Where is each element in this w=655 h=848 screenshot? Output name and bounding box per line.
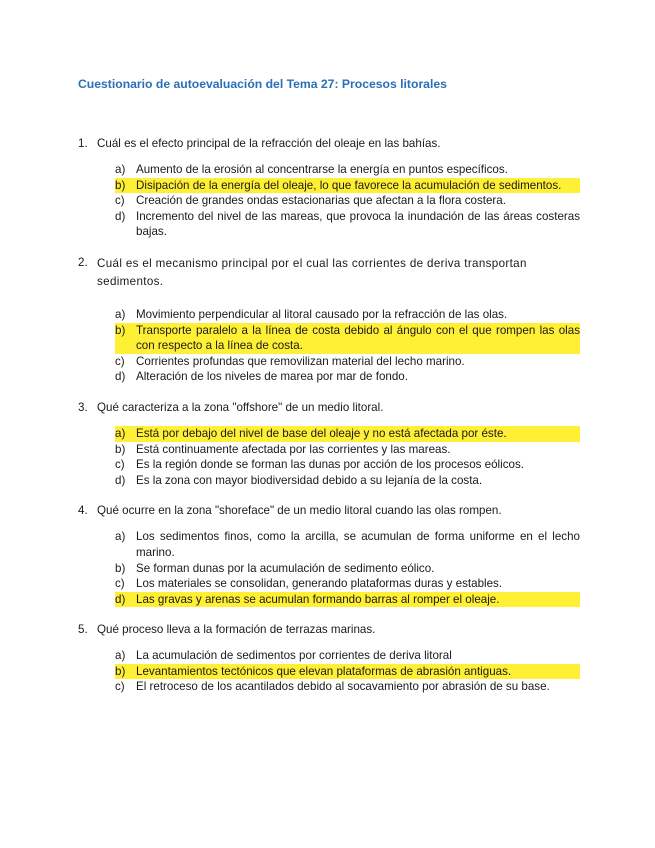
option-c: [115, 576, 580, 592]
option-text: Está continuamente afectada por las corrientes y las mareas.: [136, 442, 451, 456]
option-text: Corrientes profundas que removilizan material del lecho marino.: [136, 354, 465, 368]
option-text: Se forman dunas por la acumulación de sedimento eólico.: [136, 561, 435, 575]
document-title: Cuestionario de autoevaluación del Tema 27: Procesos litorales: [78, 77, 447, 91]
option-text: Aumento de la erosión al concentrarse la energía en puntos específicos.: [136, 163, 508, 176]
question-number: 3.: [78, 400, 88, 414]
option-letter: d): [115, 370, 126, 384]
option-d-correct: [115, 592, 580, 608]
question-2: [78, 255, 580, 385]
option-c: [115, 354, 580, 370]
option-a: [115, 648, 580, 664]
option-d: [115, 369, 580, 385]
option-text: Es la zona con mayor biodiversidad debido a su lejanía de la costa.: [136, 473, 483, 487]
option-list: [115, 162, 580, 240]
option-letter: d): [115, 473, 126, 487]
option-letter: a): [115, 649, 126, 663]
option-letter: d): [115, 209, 126, 223]
option-text: Levantamientos tectónicos que elevan plataformas de abrasión antiguas.: [136, 664, 512, 678]
question-number: 1.: [78, 137, 88, 150]
option-text: Creación de grandes ondas estacionarias que afectan a la flora costera.: [136, 194, 506, 208]
option-text: Incremento del nivel de las mareas, que provoca la inundación de las áreas costeras bajas.: [136, 209, 580, 239]
option-letter: b): [115, 323, 126, 337]
question-number: 2.: [78, 255, 88, 269]
option-d: [115, 209, 580, 240]
question-text: Cuál es el mecanismo principal por el cual las corrientes de deriva transportan sedimentos.: [97, 256, 527, 288]
option-b-correct: [115, 323, 580, 354]
question-header: [78, 503, 580, 519]
option-text: Alteración de los niveles de marea por mar de fondo.: [136, 370, 408, 384]
option-letter: b): [115, 442, 126, 456]
option-b-correct: [115, 664, 580, 680]
option-text: Las gravas y arenas se acumulan formando barras al romper el oleaje.: [136, 592, 500, 606]
option-text: Los materiales se consolidan, generando plataformas duras y estables.: [136, 577, 503, 591]
option-text: Está por debajo del nivel de base del oleaje y no está afectada por éste.: [136, 426, 507, 440]
option-letter: a): [115, 426, 126, 440]
option-a: [115, 162, 580, 178]
option-list: [115, 307, 580, 385]
option-d: [115, 473, 580, 489]
question-number: 5.: [78, 623, 88, 637]
question-header: [78, 400, 580, 416]
option-list: [115, 648, 580, 695]
option-text: Movimiento perpendicular al litoral causado por la refracción de las olas.: [136, 307, 508, 321]
option-c: [115, 457, 580, 473]
question-4: [78, 503, 580, 607]
question-text: Qué ocurre en la zona "shoreface" de un medio litoral cuando las olas rompen.: [97, 504, 502, 518]
option-b: [115, 442, 580, 458]
option-letter: d): [115, 592, 126, 606]
question-header: [78, 136, 580, 152]
option-letter: b): [115, 178, 126, 192]
option-c: [115, 193, 580, 209]
option-letter: a): [115, 530, 126, 544]
option-text: La acumulación de sedimentos por corrientes de deriva litoral: [136, 649, 452, 663]
question-5: [78, 622, 580, 695]
option-list: [115, 426, 580, 488]
option-text: Disipación de la energía del oleaje, lo que favorece la acumulación de sedimentos.: [136, 178, 562, 192]
option-text: Transporte paralelo a la línea de costa debido al ángulo con el que rompen las olas con respecto a la línea de costa.: [136, 323, 580, 353]
option-text: El retroceso de los acantilados debido al socavamiento por abrasión de su base.: [136, 680, 550, 694]
question-list: [78, 136, 580, 710]
option-a: [115, 307, 580, 323]
option-c: [115, 679, 580, 695]
question-number: 4.: [78, 504, 88, 518]
option-text: Los sedimentos finos, como la arcilla, se acumulan de forma uniforme en el lecho marino.: [136, 530, 580, 559]
option-b: [115, 561, 580, 577]
option-a: [115, 529, 580, 560]
question-text: Qué caracteriza a la zona "offshore" de un medio litoral.: [97, 400, 384, 414]
option-text: Es la región donde se forman las dunas por acción de los procesos eólicos.: [136, 458, 524, 472]
option-letter: c): [115, 577, 125, 591]
option-letter: c): [115, 680, 125, 694]
option-b-correct: [115, 178, 580, 194]
question-header: [78, 255, 580, 291]
question-text: Cuál es el efecto principal de la refracción del oleaje en las bahías.: [97, 137, 441, 150]
option-list: [115, 529, 580, 607]
option-letter: a): [115, 307, 126, 321]
option-a-correct: [115, 426, 580, 442]
option-letter: c): [115, 354, 125, 368]
question-3: [78, 400, 580, 488]
question-text: Qué proceso lleva a la formación de terrazas marinas.: [97, 623, 376, 637]
option-letter: a): [115, 163, 126, 176]
question-1: [78, 136, 580, 240]
option-letter: b): [115, 561, 126, 575]
option-letter: c): [115, 458, 125, 472]
option-letter: b): [115, 664, 126, 678]
option-letter: c): [115, 194, 125, 208]
question-header: [78, 622, 580, 638]
